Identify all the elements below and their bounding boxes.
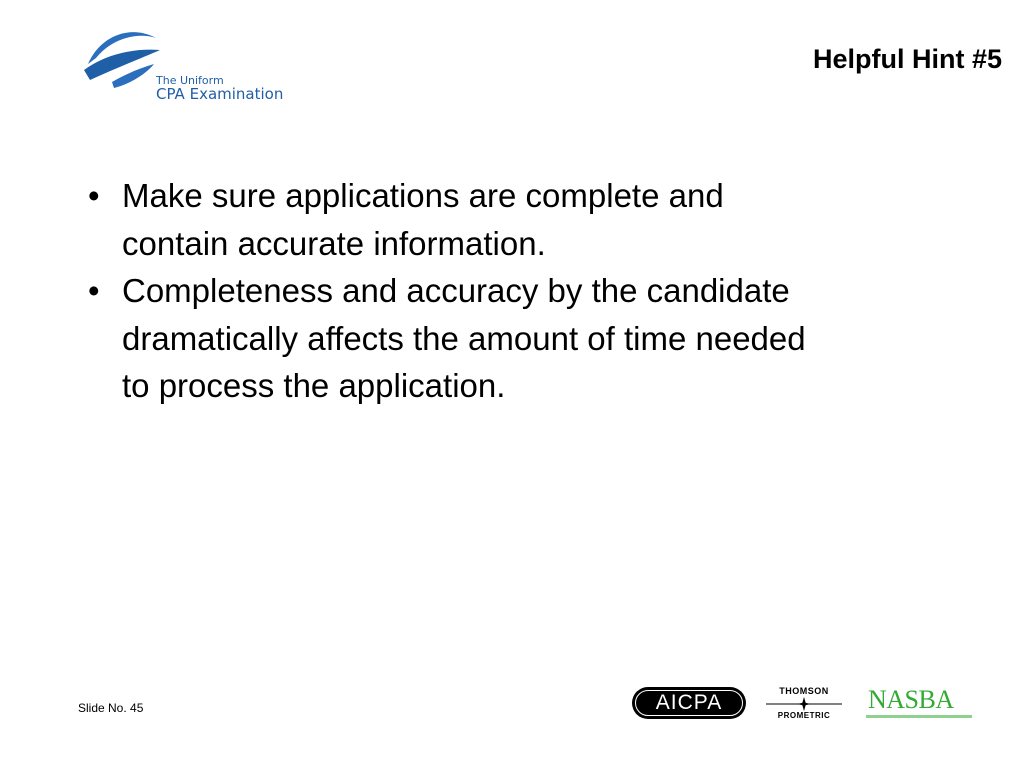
thomson-prometric-logo	[764, 686, 844, 722]
aicpa-logo-text: AICPA	[635, 690, 743, 716]
bullet-text: Completeness and accuracy by the candidate dramatically affects the amount of time needed to process the application.	[122, 272, 806, 404]
nasba-tagline-bar	[866, 715, 972, 718]
nasba-text: NASBA	[868, 685, 954, 714]
bullet-list	[88, 172, 808, 410]
aicpa-logo	[632, 687, 746, 719]
bullet-item	[88, 172, 808, 267]
logo-text-line2: CPA Examination	[156, 85, 284, 103]
prometric-text: PROMETRIC	[777, 711, 831, 720]
nasba-logo	[862, 685, 972, 721]
thomson-text: THOMSON	[779, 686, 829, 696]
globe-swoosh-icon	[82, 24, 162, 94]
bullet-text: Make sure applications are complete and contain accurate information.	[122, 177, 724, 262]
bullet-marker: •	[88, 177, 100, 214]
compass-star-icon	[764, 697, 844, 711]
logo-text-line1: The Uniform	[156, 74, 224, 87]
slide-number: Slide No. 45	[78, 701, 144, 715]
bullet-item	[88, 267, 808, 410]
slide-title: Helpful Hint #5	[812, 44, 1002, 74]
cpa-exam-logo	[82, 24, 312, 108]
bullet-marker: •	[88, 272, 100, 309]
